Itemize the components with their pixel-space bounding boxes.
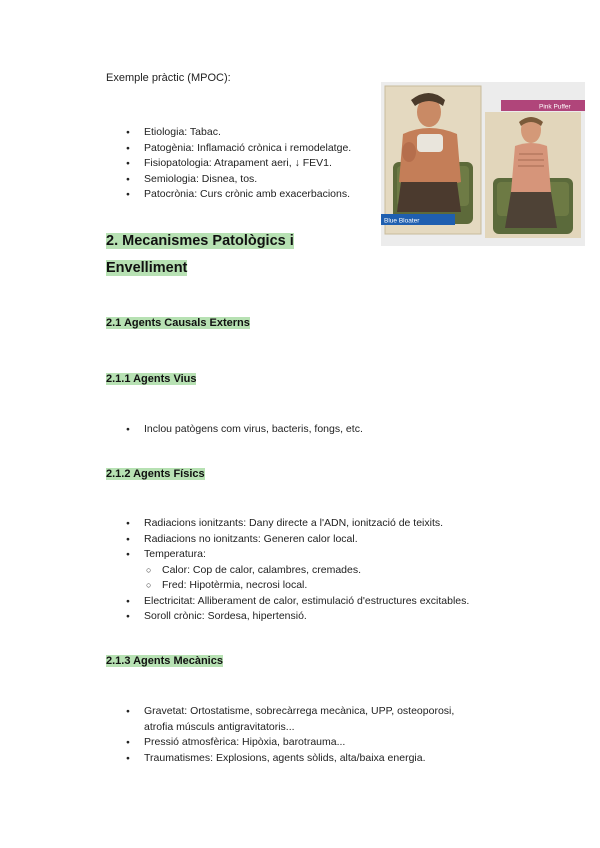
list-item: ● Pressió atmosfèrica: Hipòxia, barotrauma... [106, 735, 546, 751]
list-item: ● Etiologia: Tabac. [106, 125, 386, 141]
list-item: ● Fisiopatologia: Atrapament aeri, ↓ FEV1. [106, 156, 386, 172]
sub-list-item: ○ Calor: Cop de calor, calambres, cremades. [106, 563, 546, 579]
section-heading-2-1-3 [106, 655, 223, 667]
list-item: ● Soroll crònic: Sordesa, hipertensió. [106, 609, 546, 625]
list-item: ● Patocrònia: Curs crònic amb exacerbacions. [106, 187, 386, 203]
heading-text: 2.1 Agents Causals Externs [106, 317, 250, 329]
list-item: ● Temperatura: [106, 547, 546, 563]
list-item: ● Patogènia: Inflamació crònica i remodelatge. [106, 141, 386, 157]
list-item: ● Semiologia: Disnea, tos. [106, 172, 386, 188]
heading-text: 2.1.3 Agents Mecànics [106, 655, 223, 667]
intro-text: Exemple pràctic (MPOC): [106, 72, 231, 84]
sub-list-item: ○ Fred: Hipotèrmia, necrosi local. [106, 578, 546, 594]
list-item: ● Radiacions no ionitzants: Generen calor local. [106, 532, 546, 548]
heading-line-1: 2. Mecanismes Patològics i [106, 233, 294, 249]
section-heading-2-1-1 [106, 373, 196, 385]
list-item-line: ● Gravetat: Ortostatisme, sobrecàrrega mecànica, UPP, osteoporosi, [144, 705, 455, 717]
heading-line-2: Envelliment [106, 260, 188, 276]
mecanics-list [106, 704, 546, 766]
vius-list [106, 422, 526, 438]
list-item: ● Traumatismes: Explosions, agents sòlids, alta/baixa energia. [106, 751, 546, 767]
list-item: ● Electricitat: Alliberament de calor, estimulació d'estructures excitables. [106, 594, 546, 610]
mpoc-list [106, 125, 386, 203]
section-heading-2-1-2 [106, 468, 205, 480]
section-heading-2 [106, 228, 294, 282]
heading-text: 2.1.2 Agents Físics [106, 468, 205, 480]
fisics-list [106, 516, 546, 625]
section-heading-2-1 [106, 317, 250, 329]
list-item: ● Inclou patògens com virus, bacteris, fongs, etc. [106, 422, 526, 438]
copd-illustration [381, 82, 585, 246]
heading-text: 2.1.1 Agents Vius [106, 373, 197, 385]
list-item: ● Radiacions ionitzants: Dany directe a l'ADN, ionització de teixits. [106, 516, 546, 532]
copd-illustration-art [381, 82, 585, 246]
blue-bloater-label: Blue Bloater [384, 217, 420, 225]
list-item [106, 704, 546, 735]
pink-puffer-label: Pink Puffer [539, 103, 571, 111]
list-item-line: atrofia músculs antigravitatoris... [144, 720, 295, 733]
